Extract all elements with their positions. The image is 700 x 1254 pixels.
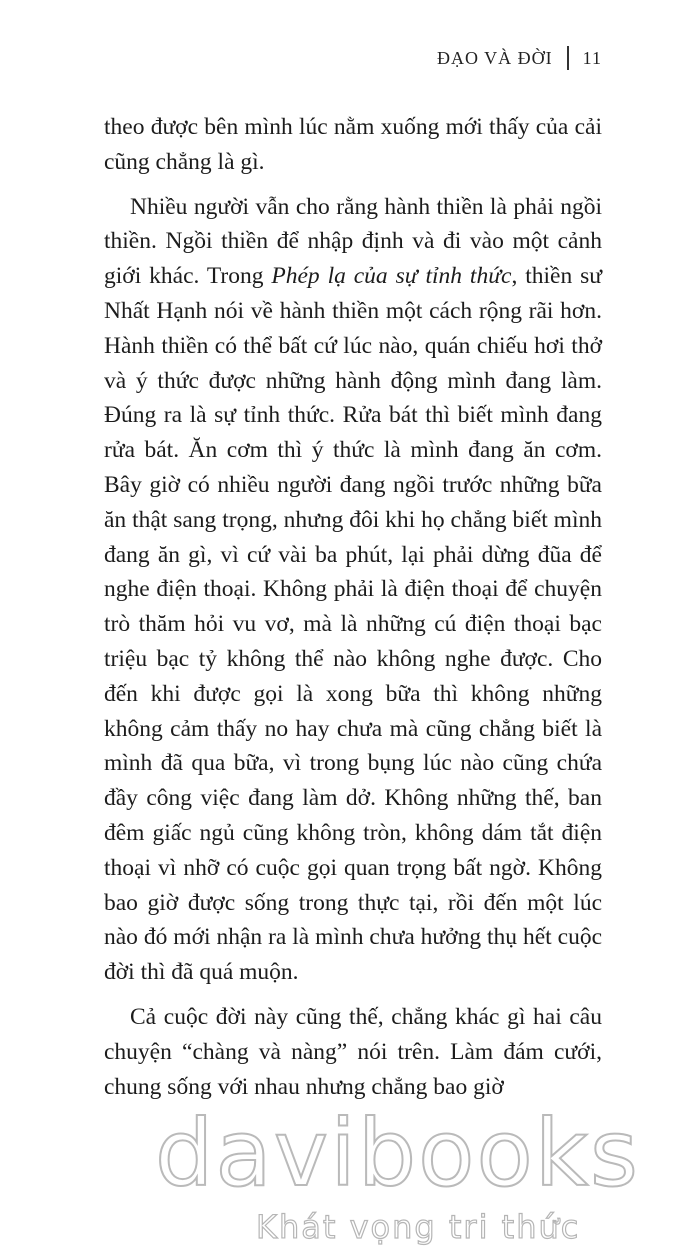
body-text <box>104 110 602 1114</box>
watermark-tagline: Khát vọng tri thức <box>256 1208 581 1246</box>
header-separator <box>567 46 569 70</box>
page-number: 11 <box>582 47 602 68</box>
paragraph-text-after-title: , thiền sư Nhất Hạnh nói về hành thiền một cách rộng rãi hơn. Hành thiền có thể bất cứ lúc nào, quán chiếu hơi thở và ý thức được những hành động mình đang làm. Đúng ra là sự tỉnh thức. Rửa bát thì biết mình đang rửa bát. Ăn cơm thì ý thức là mình đang ăn cơm. Bây giờ có nhiều người đang ngồi trước những bữa ăn thật sang trọng, nhưng đôi khi họ chẳng biết mình đang ăn gì, vì cứ vài ba phút, lại phải dừng đũa để nghe điện thoại. Không phải là điện thoại để chuyện trò thăm hỏi vu vơ, mà là những cú điện thoại bạc triệu bạc tỷ không thể nào không nghe được. Cho đến khi được gọi là xong bữa thì không những không cảm thấy no hay chưa mà cũng chẳng biết là mình đã qua bữa, vì trong bụng lúc nào cũng chứa đầy công việc đang làm dở. Không những thế, ban đêm giấc ngủ cũng không tròn, không dám tắt điện thoại vì nhỡ có cuộc gọi quan trọng bất ngờ. Không bao giờ được sống trong thực tại, rồi đến một lúc nào đó mới nhận ra là mình chưa hưởng thụ hết cuộc đời thì đã quá muộn. <box>104 263 603 986</box>
book-title-italic: Phép lạ của sự tỉnh thức <box>271 263 512 290</box>
paragraph-meditation <box>104 190 602 990</box>
paragraph-continuation: theo được bên mình lúc nằm xuống mới thấy của cải cũng chẳng là gì. <box>104 114 602 175</box>
watermark-logo: davibooks <box>155 1100 640 1207</box>
paragraph-text-before-title: Nhiều người vẫn cho rằng hành thiền là phải ngồi thiền. Ngồi thiền để nhập định và đi vào một cảnh giới khác. Trong <box>104 193 602 290</box>
chapter-title: ĐẠO VÀ ĐỜI <box>436 47 553 68</box>
running-header <box>437 46 602 70</box>
paragraph-life: Cả cuộc đời này cũng thế, chẳng khác gì hai câu chuyện “chàng và nàng” nói trên. Làm đám cưới, chung sống với nhau nhưng chẳng bao giờ <box>104 1003 602 1100</box>
